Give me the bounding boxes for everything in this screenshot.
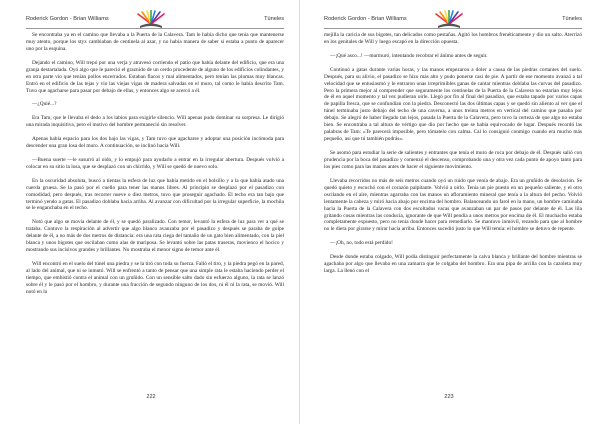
header-title: Túneles (562, 16, 582, 22)
page-body (26, 32, 284, 296)
paragraph: Se encontraba ya en el camino que llevaba a la Puerta de la Calavera. Tam le había dicho que tenía que mantenerse muy atento, porque los styx cambiaban de centinela al azar, y no había manera de saber si estaba a punto de aparecer uno por la esquina. (26, 32, 284, 52)
paragraph: Era Tam, que le llevaba el dedo a los labios para exigirle silencio. Will apenas pudo dominar su sorpresa. Le dirigió una mirada inquisitiva, pero el motivo del hombre permaneció sin resolver. (26, 115, 284, 129)
header-rule (324, 28, 582, 29)
paragraph: Dejando el camino, Will trepó por una verja y atravesó corriendo el patio que había delante del edificio, que era una granja destartalada. Oyó algo que le pareció el graznido de un cerdo procedente de alguno de los edificios colindantes, y en otra parte vio que tenían pollos encerrados. Estaban flacos y mal alimentados, pero tenían las plumas muy blancas. Entró en el edificio de las tejas y vio las viejas vigas de madera salvadas en el muro, tal como le había descrito Tam. Tuvo que agacharse para pasar por debajo de ellas, y entonces algo se acercó a él. (26, 59, 284, 94)
paragraph: Desde donde estaba colgado, Will podía distinguir perfectamente la calva blanca y brillante del hombre mientras se agachaba por algo que llevaba en una zamarra que le colgaba del hombro. Era una pipa de arcilla con la cazoleta muy larga. La llenó con el (324, 254, 582, 275)
header-rule (26, 28, 284, 29)
page-body (324, 32, 582, 275)
paragraph: Notó que algo se movía delante de él, y se quedó paralizado. Con temor, levantó la esfera de luz para ver a qué se trataba. Contuvo la respiración al advertir que algo blanco avanzaba por el pasadizo y después se paraba de golpe delante de él, a no más de dos metros de distancia: era una rata ciega del tamaño de un gato bien alimentado, con la piel blanca y unos bigotes que oscilaban como alas de mariposa. Se levantó sobre las patas traseras, movienco el hocico y mostrando sus incisivos grandes y brillantes. No mostraba el menor signo de temor ante él. (26, 219, 284, 254)
left-page (8, 0, 294, 424)
paragraph: En la oscuridad absoluta, buscó a tientas la esfera de luz que había metido en el bolsillo y a la que había atado una cuerda gruesa. Se la pasó por el cuello para tener las manos libres. Al principio se desplazó por el pasadizo con comodidad, pero después, tras recorrer nueve o diez metros, tuvo que proseguir agachado. El techo era tan bajo que terminó yendo a gatas. El pasadizo doblaba hacia arriba. Al avanzar con dificultad por la irregular superficie, la mochila se le enganchaba en el techo. (26, 177, 284, 212)
paragraph: —¿Quié...? (32, 101, 57, 108)
paragraph: —Buena suerte —le susurró al oído, y lo empujó para ayudarlo a entrar en la irregular abertura. Después volvió a colocar en su sitio la losa, que se desplazó con un chirrido, y Will se quedó de nuevo solo. (26, 156, 284, 170)
paragraph: Apenas había espacio para los dos bajo las vigas, y Tam tuvo que agacharse y adoptar una posición incómoda para descender una gran losa del muro. A continuación, se inclinó hacia Will. (26, 136, 284, 149)
spine-divider (299, 0, 300, 424)
paragraph: Llevaba recorridos no más de seis metros cuando oyó un ruido que venía de abajo. Era un gruñido de desolación. Se quedó quieto y escuchó con el corazón palpitante. Volvió a oírlo. Tenía un pie puesto en un pequeño saliente, y el otro oscilando en el aire, mientras agarraba con las manos un afloramiento mineral que tenía a la altura del pecho. Volvió lentamente la cabeza y miró hacia abajo por encima del hombro. Balanceando un farol en la mano, un hombre caminaba hacia la Puerta de la Calavera con dos escoltados vacas que avanzaban un par de pasos por delante de él. Las lila gritando cosas mientras las conducía, ignorante de que Will pendía a unos metros por encima de él. El muchacho estaba completamente expuesto, pero no tenía donde hacer para remediarlo. Se mantuvo inmóvil, rezando para que al hombre no le diera por girarse y mirar hacia arriba. Entonces sucedió justo lo que Will temía: el hombre se detuvo de repente. (324, 177, 582, 233)
header-title: Túneles (264, 16, 284, 22)
paragraph: Se asomó para estudiar la serie de salientes y entrantes que tenía el muro de roca por debajo de él. Después salió con prudencia por la boca del pasadizo y comenzó el descenso, comprobando una y otra vez cada punto de apoyo tanto para los pies como para las manos antes de hacer el siguiente movimiento. (324, 150, 582, 170)
paragraph: mejilla la caricia de sus bigotes, tan delicados como pestañas. Agitó los hombros frenéticamente y dio un salto. Aterrizó en los genitales de Will y luego escapó en la dirección opuesta. (324, 32, 582, 45)
header-author: Roderick Gordon - Brian Williams (26, 16, 109, 22)
paragraph: —¡Oh, no, todo está perdido! (330, 240, 393, 247)
paragraph: Will encontró en el suelo del túnel una piedra y se la tiró con toda su fuerza. Falló el tiro, y la piedra pegó en la pared, al lado del animal, que ni se inmutó. Will se enfrentó a tanto de pensar que una simple rata le estaba haciendo perder el tiempo, que embistió contra el animal con un gruñido. Con un sensible salto dado sin esfuerzo alguno, la rata se lanzó sobre él y le pasó por el hombro, y durante una fracción de segundo ninguno de los dos, ni él ni la rata, se movió. Will notó en la (26, 260, 284, 295)
page-number: 222 (146, 394, 156, 400)
paragraph: —¡Qué asco...! —murmuró, intentando recobrar el ánimo antes de seguir. (330, 52, 488, 59)
right-page (306, 0, 592, 424)
paragraph: Continuó a gatas durante varias horas, y las manos empezaron a doler a causa de las piedras cortantes del suelo. Después, para su alivio, el pasadizo se hizo más alto y pudo ponerse casi de pie. A partir de ese momento avanzó a tal velocidad que se entusiasmó y le entraron unas irreprimibles ganas de cantar mientras doblaba las curvas del pasadizo. Pero la primera mejor al comprender que seguramente los centinelas de la Puerta de la Calavera no estarían muy lejos de él en aquel momento y tal vez pudieran oírle. Llegó por fin al final del pasadizo, que estaba tapado por varios capas de papilla fresca, que se confundían con la piedra. Desconectó las dos últimas capas y se quedó sin aliento al ver que el túnel terminaba justo debajo del techo de una caverna, a unos treinta metros en vertical del camino que pasaba por debajo. Se alegró de haber llegado tan lejos, pasada la Puerta de la Calavera, pero tuvo la certeza de que algo no estaba bien. Se encontraba a tal altura de vértigo que dio por hecho que se había equivocado de lugar. Después recordó las palabras de Tam: «Te parecerá imposible, pero tómatelo con calma. Cal lo consiguió conmigo cuando era mucho más pequeño, así que tú también podrás». (324, 66, 582, 143)
header-author: Roderick Gordon - Brian Williams (324, 16, 407, 22)
page-header (8, 14, 294, 26)
page-number: 223 (444, 394, 454, 400)
page-header (306, 14, 592, 26)
